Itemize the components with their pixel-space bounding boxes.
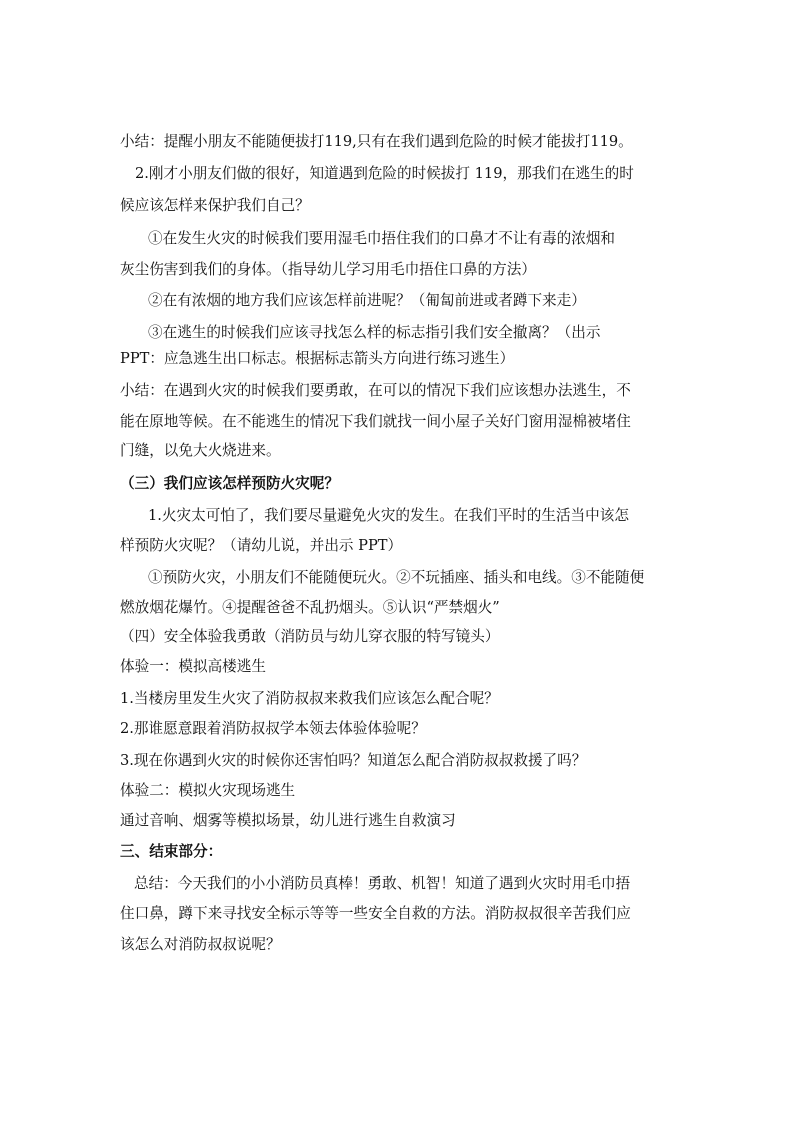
- question-line: 1.当楼房里发生火灾了消防叔叔来救我们应该怎么配合呢？: [120, 690, 499, 707]
- experience-heading-2: 体验二：模拟火灾现场逃生: [120, 782, 296, 799]
- paragraph-line: 通过音响、烟雾等模拟场景，幼儿进行逃生自救演习: [120, 812, 456, 829]
- conclusion-line: 该怎么对消防叔叔说呢？: [120, 936, 281, 953]
- list-item-line: 灰尘伤害到我们的身体。（指导幼儿学习用毛巾捂住口鼻的方法）: [120, 261, 536, 278]
- list-item-line: 燃放烟花爆竹。④提醒爸爸不乱扔烟头。⑤认识“严禁烟火”: [120, 599, 500, 616]
- conclusion-line: 总结：今天我们的小小消防员真棒！勇敢、机智！知道了遇到火灾时用毛巾捂: [134, 875, 631, 892]
- summary-line: 能在原地等候。在不能逃生的情况下我们就找一间小屋子关好门窗用湿棉被堵住: [120, 413, 631, 430]
- question-line: 3.现在你遇到火灾的时候你还害怕吗？知道怎么配合消防叔叔救援了吗？: [120, 752, 587, 769]
- section-heading-end: 三、结束部分：: [120, 843, 223, 860]
- paragraph-line: 2.刚才小朋友们做的很好，知道遇到危险的时候拔打 119，那我们在逃生的时: [135, 165, 634, 182]
- list-item-line: PPT：应急逃生出口标志。根据标志箭头方向进行练习逃生）: [120, 350, 515, 367]
- conclusion-line: 住口鼻，蹲下来寻找安全标示等等一些安全自救的方法。消防叔叔很辛苦我们应: [120, 905, 631, 922]
- section-heading-4: （四）安全体验我勇敢（消防员与幼儿穿衣服的特写镜头）: [120, 628, 500, 645]
- summary-line-1: 小结：提醒小朋友不能随便拔打119,只有在我们遇到危险的时候才能拔打119。: [120, 133, 633, 150]
- list-item-line: ①预防火灾，小朋友们不能随便玩火。②不玩插座、插头和电线。③不能随便: [148, 569, 645, 586]
- summary-line: 门缝，以免大火烧进来。: [120, 442, 281, 459]
- question-line: 2.那谁愿意跟着消防叔叔学本领去体验体验呢？: [120, 720, 426, 737]
- paragraph-line: 1.火灾太可怕了，我们要尽量避免火灾的发生。在我们平时的生活当中该怎: [148, 507, 629, 524]
- list-item-line: ③在逃生的时候我们应该寻找怎么样的标志指引我们安全撤离？（出示: [148, 324, 601, 341]
- list-item-line: ②在有浓烟的地方我们应该怎样前进呢？（匍匐前进或者蹲下来走）: [148, 292, 586, 309]
- experience-heading-1: 体验一：模拟高楼逃生: [120, 658, 266, 675]
- paragraph-line: 候应该怎样来保护我们自己？: [120, 197, 310, 214]
- summary-line: 小结：在遇到火灾的时候我们要勇敢，在可以的情况下我们应该想办法逃生，不: [120, 382, 631, 399]
- paragraph-line: 样预防火灾呢？（请幼儿说，并出示 PPT）: [120, 537, 403, 554]
- list-item-line: ①在发生火灾的时候我们要用湿毛巾捂住我们的口鼻才不让有毒的浓烟和: [148, 230, 616, 247]
- section-heading-3: （三）我们应该怎样预防火灾呢？: [120, 475, 339, 492]
